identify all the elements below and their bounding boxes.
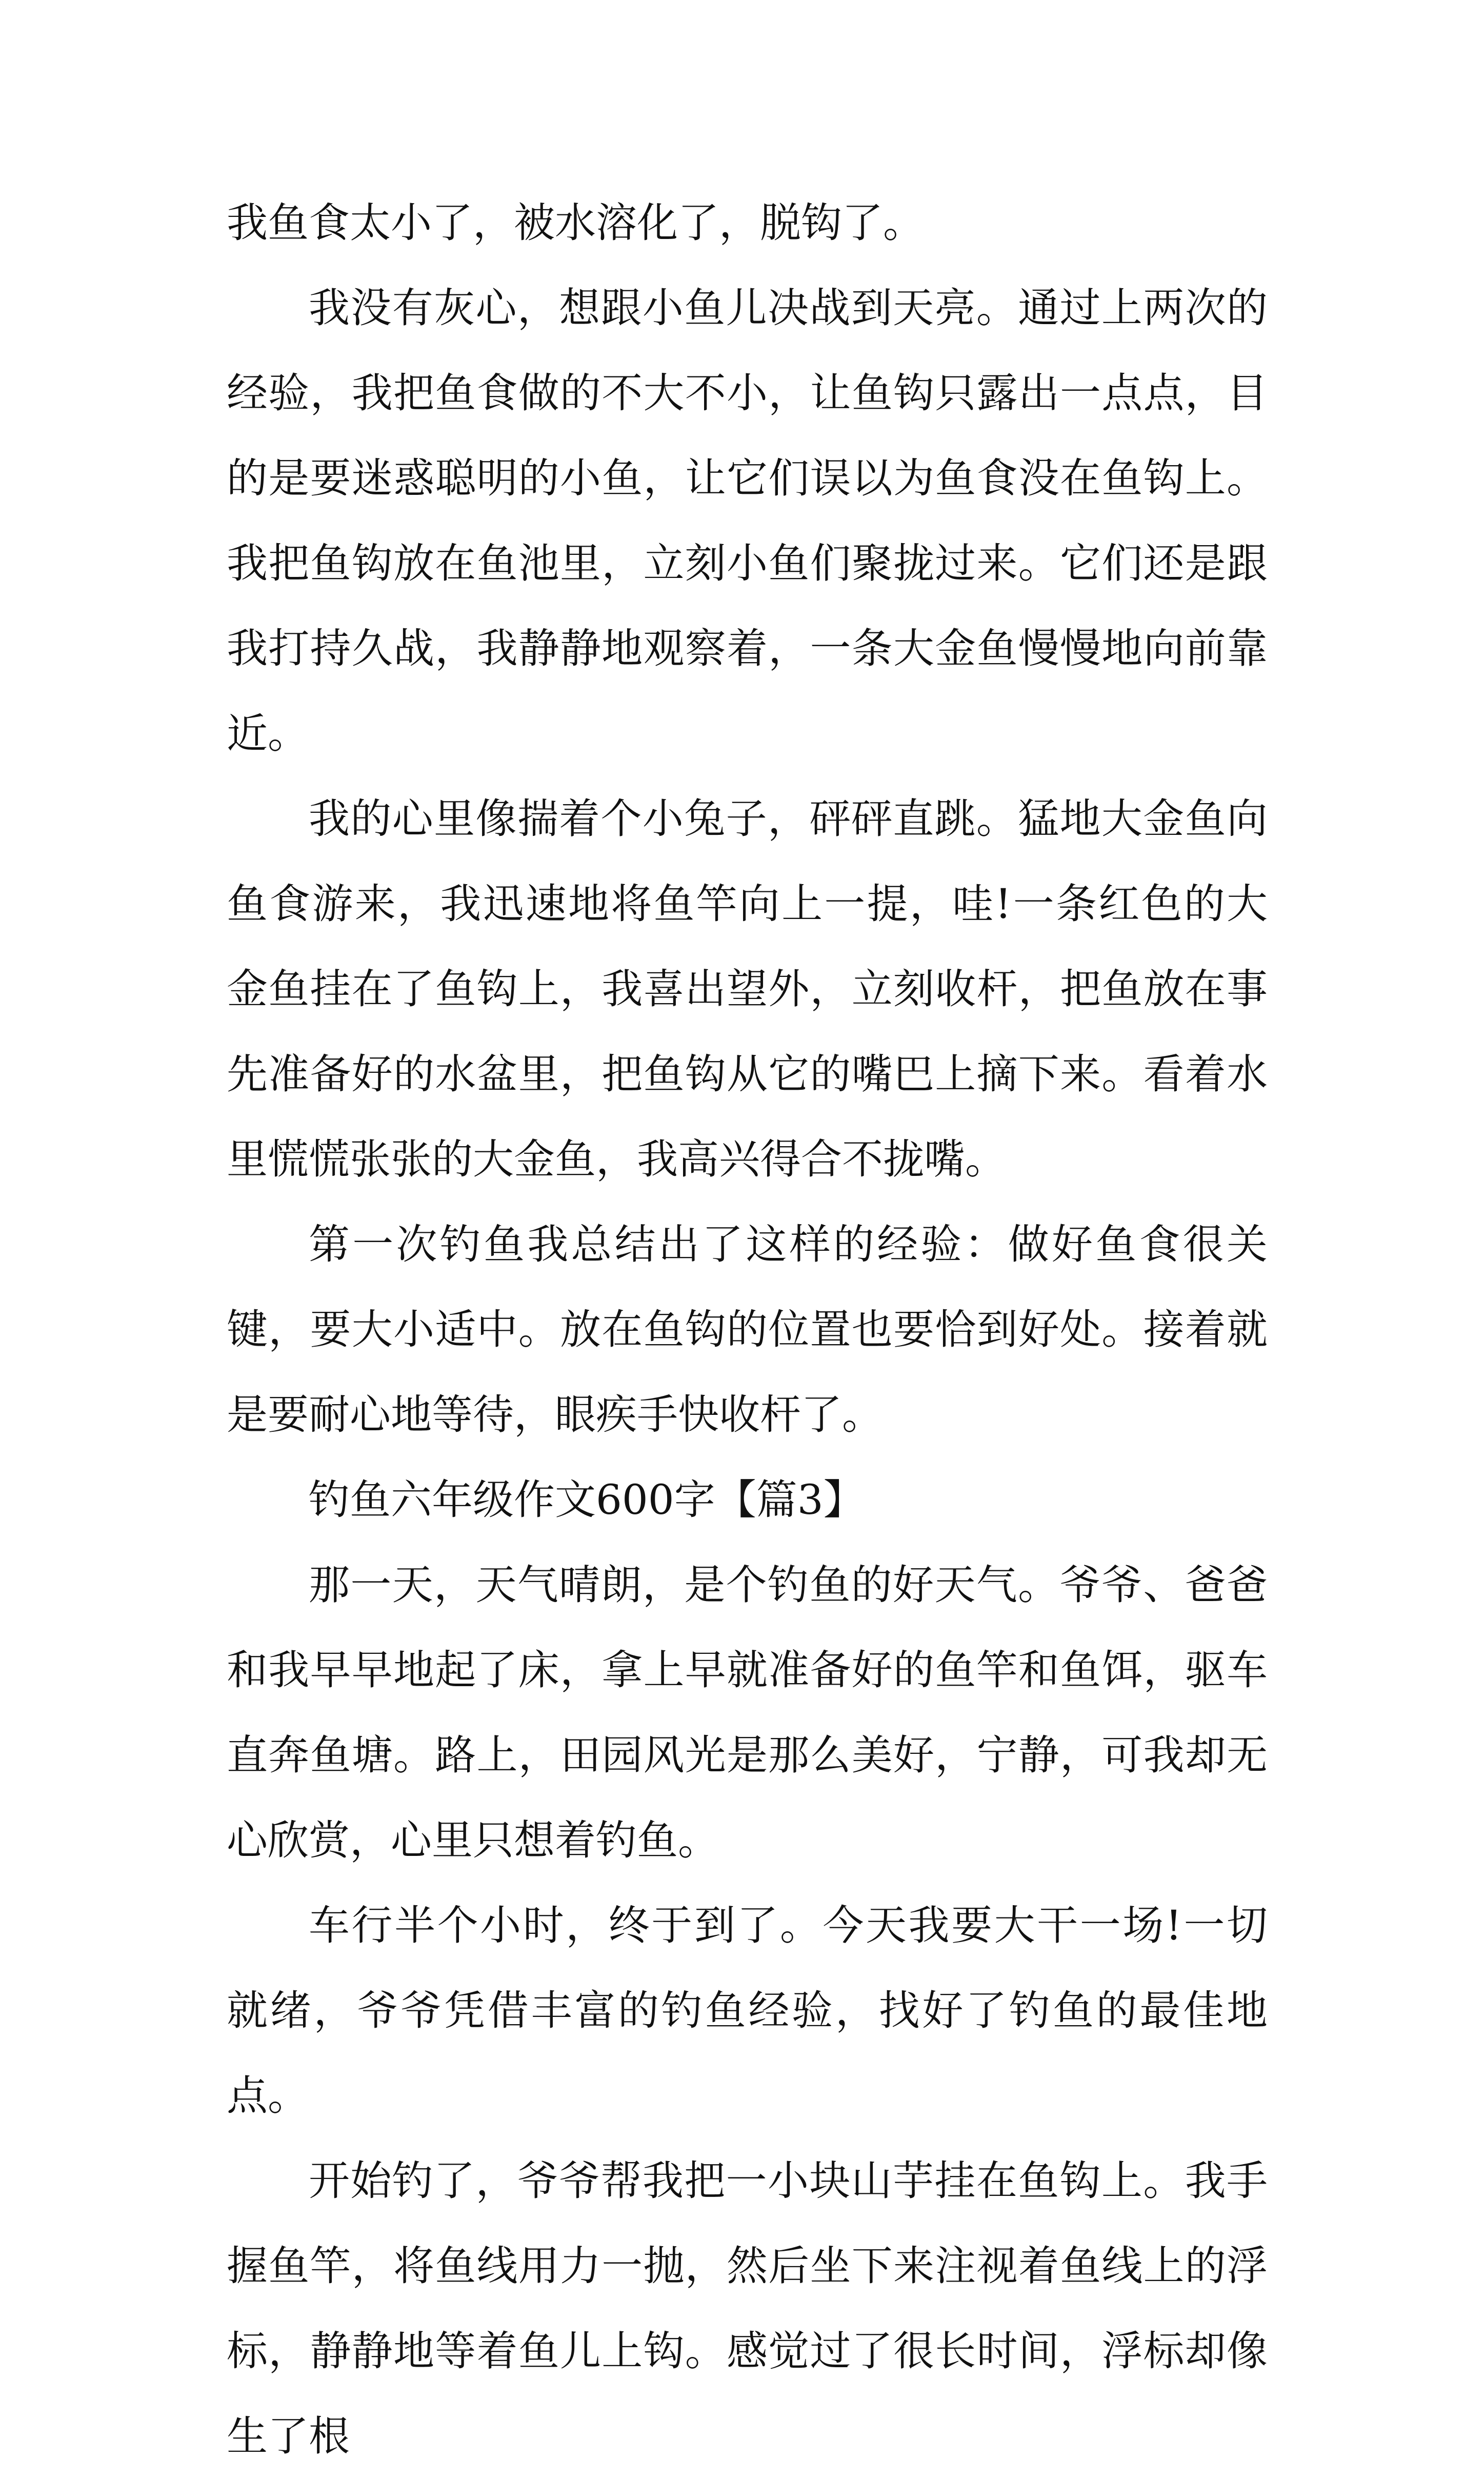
paragraph-7: 开始钓了，爷爷帮我把一小块山芋挂在鱼钩上。我手握鱼竿，将鱼线用力一抛，然后坐下来注视着鱼线上的浮标，静静地等着鱼儿上钩。感觉过了很长时间，浮标却像生了根 [227,2157,1268,2460]
paragraph-2: 我没有灰心，想跟小鱼儿决战到天亮。通过上两次的经验，我把鱼食做的不大不小，让鱼钩只露出一点点，目的是要迷惑聪明的小鱼，让它们误以为鱼食没在鱼钩上。我把鱼钩放在鱼池里，立刻小鱼们聚拢过来。它们还是跟我打持久战，我静静地观察着，一条大金鱼慢慢地向前靠近。 [227,284,1268,757]
paragraph-6: 车行半个小时，终于到了。今天我要大干一场!一切就绪，爷爷凭借丰富的钓鱼经验，找好了钓鱼的最佳地点。 [227,1902,1268,2120]
paragraph-1: 我鱼食太小了，被水溶化了，脱钩了。 [227,199,924,247]
body-text [227,181,1268,2479]
paragraph-4: 第一次钓鱼我总结出了这样的经验：做好鱼食很关键，要大小适中。放在鱼钩的位置也要恰到好处。接着就是要耐心地等待，眼疾手快收杆了。 [227,1221,1268,1438]
paragraph-5: 那一天，天气晴朗，是个钓鱼的好天气。爷爷、爸爸和我早早地起了床，拿上早就准备好的鱼竿和鱼饵，驱车直奔鱼塘。路上，田园风光是那么美好，宁静，可我却无心欣赏，心里只想着钓鱼。 [227,1561,1268,1864]
paragraph-3: 我的心里像揣着个小兔子，砰砰直跳。猛地大金鱼向鱼食游来，我迅速地将鱼竿向上一提，哇!一条红色的大金鱼挂在了鱼钩上，我喜出望外，立刻收杆，把鱼放在事先准备好的水盆里，把鱼钩从它的嘴巴上摘下来。看着水里慌慌张张的大金鱼，我高兴得合不拢嘴。 [227,795,1268,1183]
section-heading: 钓鱼六年级作文600字【篇3】 [309,1476,865,1524]
